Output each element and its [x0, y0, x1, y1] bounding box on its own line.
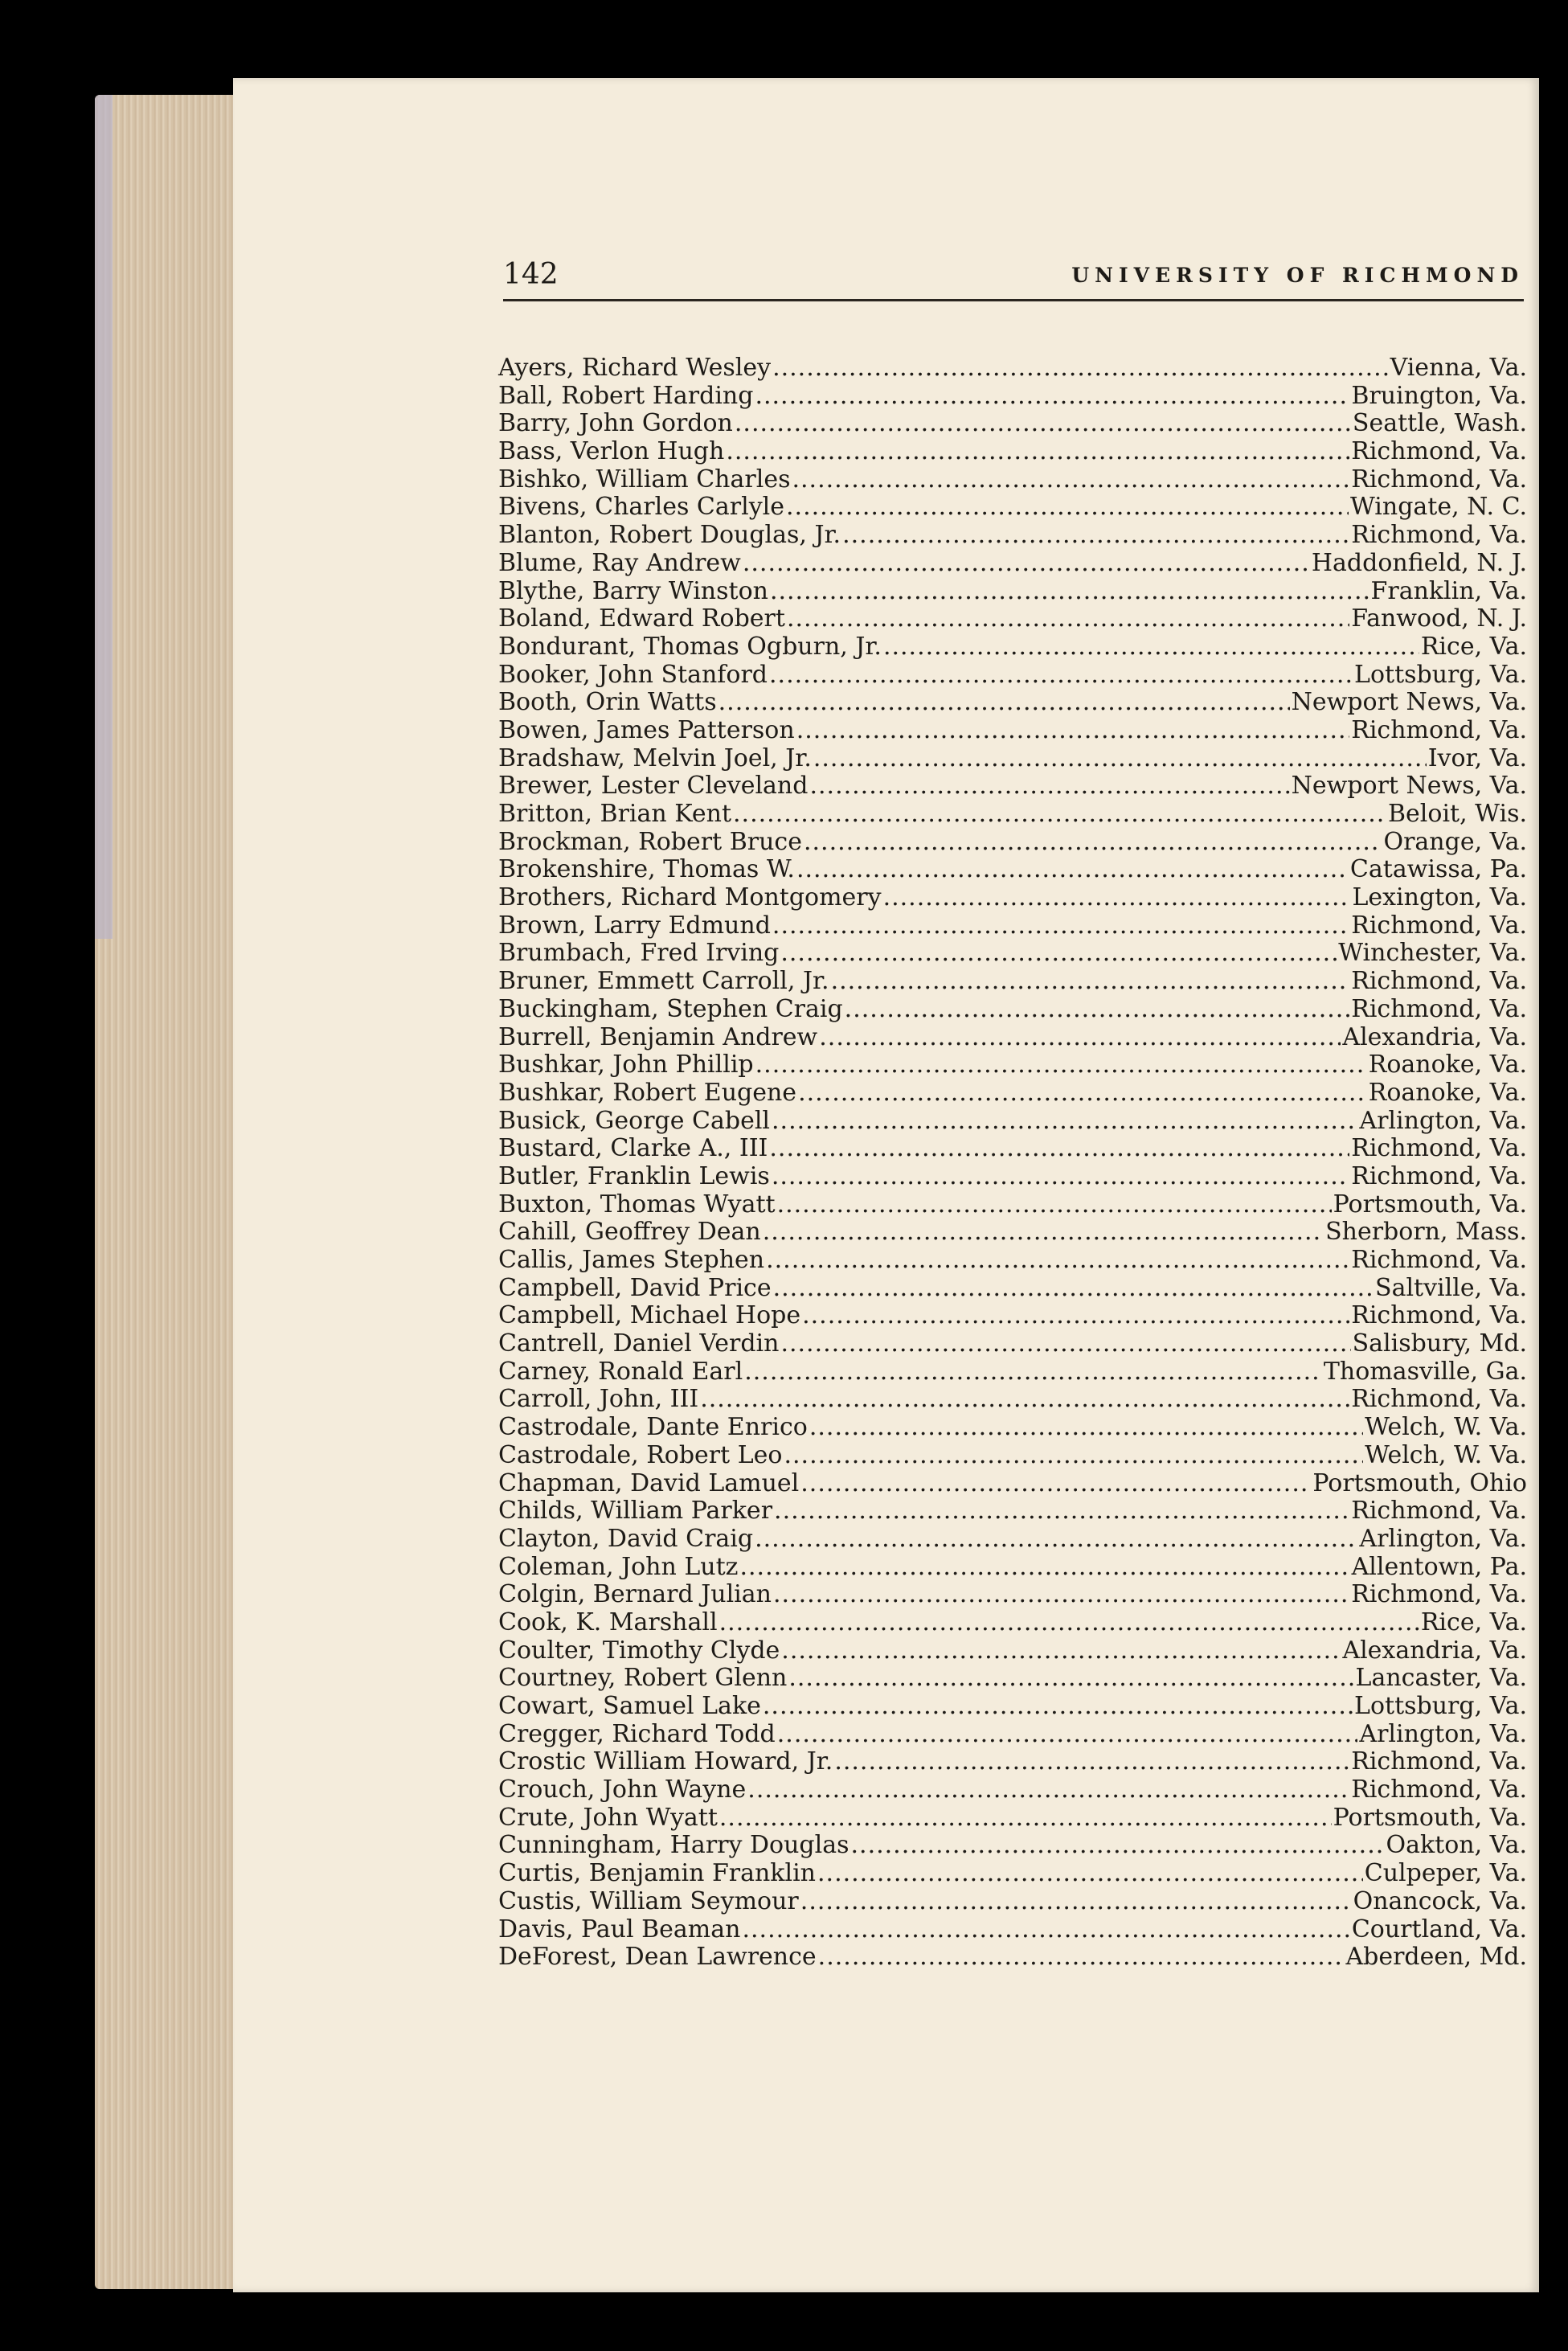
- hometown: Richmond, Va.: [1351, 994, 1527, 1023]
- hometown: Beloit, Wis.: [1387, 800, 1527, 828]
- list-item: [498, 745, 1527, 773]
- student-name: Bondurant, Thomas Ogburn, Jr.: [498, 632, 882, 661]
- hometown: Culpeper, Va.: [1364, 1859, 1527, 1888]
- page-number: 142: [503, 258, 559, 291]
- dot-leader: [851, 1832, 1385, 1860]
- list-item: [498, 1916, 1527, 1944]
- hometown: Portsmouth, Va.: [1333, 1190, 1527, 1219]
- student-name: Brokenshire, Thomas W.: [498, 855, 795, 884]
- list-item: [498, 1581, 1527, 1609]
- student-name: Bradshaw, Melvin Joel, Jr.: [498, 743, 812, 772]
- hometown: Richmond, Va.: [1351, 521, 1527, 550]
- student-name: Coleman, John Lutz: [498, 1552, 739, 1581]
- list-item: [498, 996, 1527, 1024]
- student-name: Bushkar, Robert Eugene: [498, 1078, 797, 1107]
- hometown: Newport News, Va.: [1291, 688, 1527, 717]
- dot-leader: [719, 1609, 1419, 1637]
- student-roster: [498, 354, 1527, 1972]
- dot-leader: [834, 1748, 1349, 1776]
- student-name: Cregger, Richard Todd: [498, 1719, 776, 1748]
- list-item: [498, 410, 1527, 438]
- list-item: [498, 1108, 1527, 1136]
- student-name: Blume, Ray Andrew: [498, 548, 741, 577]
- hometown: Seattle, Wash.: [1352, 409, 1527, 438]
- dot-leader: [770, 578, 1369, 606]
- hometown: Allentown, Pa.: [1351, 1552, 1527, 1581]
- hometown: Richmond, Va.: [1351, 1385, 1527, 1414]
- list-item: [498, 1776, 1527, 1804]
- dot-leader: [817, 1860, 1363, 1888]
- student-name: Bishko, William Charles: [498, 465, 791, 494]
- hometown: Richmond, Va.: [1351, 911, 1527, 940]
- list-item: [498, 884, 1527, 912]
- student-name: Cahill, Geoffrey Dean: [498, 1218, 761, 1247]
- hometown: Richmond, Va.: [1351, 1161, 1527, 1190]
- student-name: Buckingham, Stephen Craig: [498, 994, 843, 1023]
- student-name: Davis, Paul Beaman: [498, 1915, 741, 1943]
- list-item: [498, 1470, 1527, 1498]
- list-item: [498, 1051, 1527, 1079]
- student-name: Brown, Larry Edmund: [498, 911, 771, 940]
- student-name: Britton, Brian Kent: [498, 800, 732, 828]
- dot-leader: [735, 410, 1351, 438]
- dot-leader: [792, 466, 1349, 494]
- hometown: Onancock, Va.: [1353, 1886, 1527, 1915]
- list-item: [498, 912, 1527, 940]
- dot-leader: [726, 438, 1349, 466]
- dot-leader: [774, 1497, 1349, 1526]
- hometown: Alexandria, Va.: [1342, 1636, 1527, 1665]
- dot-leader: [755, 1051, 1367, 1079]
- student-name: Ball, Robert Harding: [498, 381, 754, 410]
- dot-leader: [719, 1804, 1332, 1833]
- dot-leader: [784, 1442, 1363, 1470]
- list-item: [498, 1860, 1527, 1888]
- student-name: Crostic William Howard, Jr.: [498, 1747, 833, 1776]
- list-item: [498, 1609, 1527, 1637]
- dot-leader: [831, 968, 1350, 996]
- student-name: Castrodale, Robert Leo: [498, 1440, 783, 1469]
- hometown: Richmond, Va.: [1351, 1747, 1527, 1776]
- student-name: Cantrell, Daniel Verdin: [498, 1329, 780, 1358]
- student-name: Buxton, Thomas Wyatt: [498, 1190, 776, 1219]
- dot-leader: [788, 1665, 1353, 1693]
- list-item: [498, 1024, 1527, 1052]
- dot-leader: [742, 1916, 1349, 1944]
- list-item: [498, 1079, 1527, 1108]
- list-item: [498, 1832, 1527, 1860]
- list-item: [498, 968, 1527, 996]
- hometown: Lottsburg, Va.: [1354, 1692, 1527, 1720]
- dot-leader: [773, 1275, 1374, 1303]
- dot-leader: [786, 494, 1349, 522]
- student-name: Callis, James Stephen: [498, 1246, 765, 1274]
- student-name: Busick, George Cabell: [498, 1106, 771, 1135]
- list-item: [498, 605, 1527, 633]
- hometown: Richmond, Va.: [1351, 437, 1527, 466]
- student-name: Brewer, Lester Cleveland: [498, 772, 809, 801]
- hometown: Haddonfield, N. J.: [1311, 548, 1527, 577]
- student-name: Castrodale, Dante Enrico: [498, 1413, 808, 1442]
- student-name: Coulter, Timothy Clyde: [498, 1636, 780, 1665]
- student-name: Crouch, John Wayne: [498, 1776, 747, 1804]
- student-name: Booker, John Stanford: [498, 660, 768, 689]
- dot-leader: [772, 354, 1389, 383]
- dot-leader: [781, 1637, 1341, 1665]
- list-item: [498, 1637, 1527, 1665]
- list-item: [498, 522, 1527, 550]
- hometown: Richmond, Va.: [1351, 1301, 1527, 1330]
- list-item: [498, 1275, 1527, 1303]
- student-name: Carroll, John, III: [498, 1385, 699, 1414]
- student-name: DeForest, Dean Lawrence: [498, 1943, 817, 1972]
- student-name: Brockman, Robert Bruce: [498, 827, 802, 856]
- hometown: Lottsburg, Va.: [1354, 660, 1527, 689]
- hometown: Welch, W. Va.: [1365, 1413, 1527, 1442]
- hometown: Newport News, Va.: [1291, 772, 1527, 801]
- student-name: Blanton, Robert Douglas, Jr.: [498, 521, 841, 550]
- student-name: Booth, Orin Watts: [498, 688, 717, 717]
- student-name: Carney, Ronald Earl: [498, 1357, 743, 1386]
- hometown: Richmond, Va.: [1351, 1134, 1527, 1163]
- student-name: Custis, William Seymour: [498, 1886, 799, 1915]
- dot-leader: [769, 661, 1353, 690]
- student-name: Bruner, Emmett Carroll, Jr.: [498, 967, 829, 996]
- dot-leader: [800, 1470, 1311, 1498]
- dot-leader: [845, 996, 1350, 1024]
- hometown: Salisbury, Md.: [1352, 1329, 1527, 1358]
- list-item: [498, 438, 1527, 466]
- student-name: Cowart, Samuel Lake: [498, 1692, 761, 1720]
- hometown: Lexington, Va.: [1352, 883, 1527, 912]
- hometown: Thomasville, Ga.: [1323, 1357, 1527, 1386]
- list-item: [498, 1358, 1527, 1386]
- student-name: Bowen, James Patterson: [498, 715, 795, 744]
- dot-leader: [818, 1943, 1345, 1972]
- hometown: Rice, Va.: [1420, 1608, 1527, 1636]
- dot-leader: [796, 717, 1350, 745]
- dot-leader: [763, 1693, 1353, 1721]
- list-item: [498, 1748, 1527, 1776]
- student-name: Bivens, Charles Carlyle: [498, 493, 784, 522]
- hometown: Portsmouth, Va.: [1333, 1803, 1527, 1832]
- list-item: [498, 1302, 1527, 1330]
- dot-leader: [744, 1358, 1322, 1386]
- hometown: Arlington, Va.: [1359, 1719, 1527, 1748]
- hometown: Oakton, Va.: [1386, 1831, 1527, 1860]
- list-item: [498, 1330, 1527, 1358]
- list-item: [498, 1888, 1527, 1916]
- student-name: Blythe, Barry Winston: [498, 576, 768, 605]
- dot-leader: [813, 745, 1427, 773]
- dot-leader: [766, 1247, 1349, 1275]
- student-name: Courtney, Robert Glenn: [498, 1664, 788, 1693]
- hometown: Saltville, Va.: [1375, 1273, 1527, 1302]
- student-name: Boland, Edward Robert: [498, 604, 785, 633]
- list-item: [498, 1219, 1527, 1247]
- list-item: [498, 383, 1527, 411]
- spine-edge: [95, 95, 113, 939]
- hometown: Richmond, Va.: [1351, 715, 1527, 744]
- student-name: Campbell, Michael Hope: [498, 1301, 801, 1330]
- list-item: [498, 829, 1527, 857]
- student-name: Burrell, Benjamin Andrew: [498, 1022, 818, 1051]
- hometown: Richmond, Va.: [1351, 1776, 1527, 1804]
- hometown: Roanoke, Va.: [1368, 1051, 1527, 1079]
- header-rule: [503, 299, 1524, 301]
- list-item: [498, 1943, 1527, 1972]
- dot-leader: [780, 940, 1337, 968]
- dot-leader: [802, 1302, 1349, 1330]
- hometown: Alexandria, Va.: [1342, 1022, 1527, 1051]
- dot-leader: [819, 1024, 1341, 1052]
- list-item: [498, 772, 1527, 801]
- dot-leader: [718, 689, 1290, 717]
- hometown: Aberdeen, Md.: [1345, 1943, 1527, 1972]
- dot-leader: [747, 1776, 1349, 1804]
- running-head: UNIVERSITY OF RICHMOND: [1071, 264, 1524, 287]
- list-item: [498, 1135, 1527, 1163]
- hometown: Ivor, Va.: [1427, 743, 1527, 772]
- list-item: [498, 661, 1527, 690]
- student-name: Colgin, Bernard Julian: [498, 1580, 772, 1609]
- hometown: Bruington, Va.: [1351, 381, 1527, 410]
- list-item: [498, 1526, 1527, 1554]
- dot-leader: [883, 633, 1419, 661]
- hometown: Rice, Va.: [1420, 632, 1527, 661]
- dot-leader: [796, 856, 1349, 884]
- dot-leader: [787, 605, 1349, 633]
- hometown: Roanoke, Va.: [1368, 1078, 1527, 1107]
- hometown: Fanwood, N. J.: [1351, 604, 1527, 633]
- student-name: Campbell, David Price: [498, 1273, 772, 1302]
- list-item: [498, 1804, 1527, 1833]
- list-item: [498, 1554, 1527, 1582]
- dot-leader: [883, 884, 1351, 912]
- student-name: Childs, William Parker: [498, 1497, 773, 1526]
- list-item: [498, 856, 1527, 884]
- dot-leader: [733, 801, 1386, 829]
- student-name: Bass, Verlon Hugh: [498, 437, 725, 466]
- hometown: Richmond, Va.: [1351, 1246, 1527, 1274]
- list-item: [498, 940, 1527, 968]
- hometown: Arlington, Va.: [1359, 1106, 1527, 1135]
- hometown: Welch, W. Va.: [1365, 1440, 1527, 1469]
- list-item: [498, 1665, 1527, 1693]
- list-item: [498, 1386, 1527, 1414]
- student-name: Crute, John Wyatt: [498, 1803, 718, 1832]
- dot-leader: [772, 1163, 1349, 1191]
- student-name: Barry, John Gordon: [498, 409, 733, 438]
- list-item: [498, 550, 1527, 578]
- hometown: Richmond, Va.: [1351, 1497, 1527, 1526]
- student-name: Chapman, David Lamuel: [498, 1468, 800, 1497]
- dot-leader: [755, 1526, 1357, 1554]
- dot-leader: [700, 1386, 1349, 1414]
- list-item: [498, 1247, 1527, 1275]
- list-item: [498, 689, 1527, 717]
- hometown: Franklin, Va.: [1370, 576, 1527, 605]
- hometown: Sherborn, Mass.: [1325, 1218, 1527, 1247]
- list-item: [498, 633, 1527, 661]
- student-name: Cook, K. Marshall: [498, 1608, 718, 1636]
- dot-leader: [773, 1581, 1349, 1609]
- student-name: Bushkar, John Phillip: [498, 1051, 754, 1079]
- hometown: Vienna, Va.: [1390, 354, 1527, 382]
- list-item: [498, 1442, 1527, 1470]
- list-item: [498, 801, 1527, 829]
- dot-leader: [763, 1219, 1324, 1247]
- hometown: Portsmouth, Ohio: [1312, 1468, 1527, 1497]
- hometown: Richmond, Va.: [1351, 465, 1527, 494]
- student-name: Cunningham, Harry Douglas: [498, 1831, 850, 1860]
- list-item: [498, 1163, 1527, 1191]
- list-item: [498, 1191, 1527, 1219]
- hometown: Orange, Va.: [1383, 827, 1527, 856]
- dot-leader: [772, 1108, 1357, 1136]
- student-name: Clayton, David Craig: [498, 1524, 754, 1553]
- dot-leader: [809, 1414, 1363, 1442]
- dot-leader: [739, 1554, 1349, 1582]
- dot-leader: [743, 550, 1310, 578]
- hometown: Catawissa, Pa.: [1349, 855, 1527, 884]
- dot-leader: [809, 772, 1289, 801]
- student-name: Ayers, Richard Wesley: [498, 354, 772, 382]
- dot-leader: [842, 522, 1349, 550]
- hometown: Courtland, Va.: [1351, 1915, 1527, 1943]
- student-name: Butler, Franklin Lewis: [498, 1161, 770, 1190]
- hometown: Lancaster, Va.: [1355, 1664, 1527, 1693]
- student-name: Brumbach, Fred Irving: [498, 939, 780, 968]
- dot-leader: [772, 912, 1349, 940]
- dot-leader: [777, 1721, 1358, 1749]
- list-item: [498, 466, 1527, 494]
- list-item: [498, 1497, 1527, 1526]
- student-name: Bustard, Clarke A., III: [498, 1134, 768, 1163]
- list-item: [498, 717, 1527, 745]
- hometown: Richmond, Va.: [1351, 967, 1527, 996]
- dot-leader: [800, 1888, 1352, 1916]
- dot-leader: [780, 1330, 1350, 1358]
- dot-leader: [769, 1135, 1349, 1163]
- list-item: [498, 578, 1527, 606]
- hometown: Winchester, Va.: [1338, 939, 1527, 968]
- page-header: [503, 256, 1524, 302]
- student-name: Brothers, Richard Montgomery: [498, 883, 882, 912]
- list-item: [498, 1721, 1527, 1749]
- hometown: Arlington, Va.: [1359, 1524, 1527, 1553]
- student-name: Curtis, Benjamin Franklin: [498, 1859, 816, 1888]
- dot-leader: [777, 1191, 1332, 1219]
- list-item: [498, 1414, 1527, 1442]
- list-item: [498, 494, 1527, 522]
- dot-leader: [798, 1079, 1367, 1108]
- list-item: [498, 1693, 1527, 1721]
- list-item: [498, 354, 1527, 383]
- hometown: Richmond, Va.: [1351, 1580, 1527, 1609]
- dot-leader: [755, 383, 1349, 411]
- hometown: Wingate, N. C.: [1349, 493, 1527, 522]
- dot-leader: [804, 829, 1382, 857]
